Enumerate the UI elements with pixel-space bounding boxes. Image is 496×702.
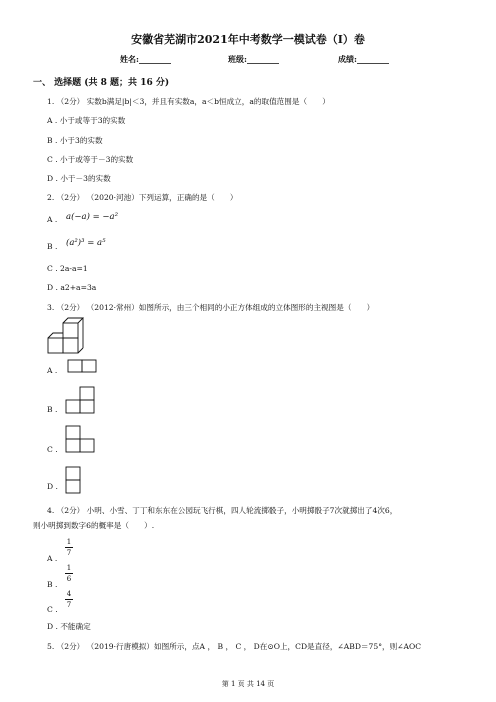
- question-4-stem-line1: 4. （2分） 小明、小雪、丁丁和东东在公园玩飞行棋，四人轮流掷骰子，小明掷骰子7次就掷出了4次6，: [47, 506, 398, 515]
- question-3-option-a: A .: [47, 366, 58, 375]
- question-4-stem-line2: 则小明掷到数字6的概率是（ ）.: [33, 521, 155, 530]
- question-4-option-d: D . 不能确定: [47, 622, 91, 631]
- score-field: 成绩:________: [338, 54, 389, 64]
- question-3-stem: 3. （2分） （2012·常州）如图所示，由三个相同的小正方体组成的立体图形的主视图是（ ）: [47, 303, 375, 312]
- question-4-option-b: B .: [47, 580, 58, 589]
- question-2-stem: 2. （2分） （2020·河池）下列运算，正确的是（ ）: [47, 193, 238, 202]
- question-2-option-c: C . 2a-a=1: [47, 264, 88, 273]
- question-1-option-c: C . 小于或等于－3的实数: [47, 155, 134, 164]
- page-footer: 第 1 页 共 14 页: [221, 680, 275, 688]
- solid-figure-diagram: [47, 316, 87, 356]
- question-2-option-d: D . a2+a=3a: [47, 283, 97, 292]
- question-2-math-b: (a²)³ = a⁵: [66, 238, 106, 248]
- option-b-view-diagram: [65, 386, 97, 414]
- question-1-stem: 1. （2分） 实数b满足|b|＜3，并且有实数a，a＜b恒成立，a的取值范围是（ ）: [47, 97, 330, 106]
- question-4-option-c: C .: [47, 605, 58, 614]
- question-3-option-d: D .: [47, 482, 58, 491]
- class-field: 班级:________: [228, 54, 279, 64]
- question-4-fraction-c: 4 7: [66, 590, 72, 609]
- page-title: 安徽省芜湖市2021年中考数学一模试卷（I）卷: [131, 33, 365, 46]
- question-2-option-b: B .: [47, 242, 58, 251]
- question-1-option-a: A . 小于或等于3的实数: [47, 116, 126, 125]
- question-1-option-d: D . 小于－3的实数: [47, 174, 111, 183]
- question-4-fraction-b: 1 6: [66, 564, 72, 583]
- section-heading: 一、 选择题 (共 8 题；共 16 分): [33, 78, 170, 88]
- option-a-view-diagram: [67, 359, 99, 373]
- question-4-option-a: A .: [47, 554, 58, 563]
- option-d-view-diagram: [65, 466, 83, 494]
- question-2-math-a: a(−a) = −a²: [66, 212, 119, 222]
- name-field: 姓名:________: [120, 54, 171, 64]
- question-3-option-b: B .: [47, 405, 58, 414]
- question-4-fraction-a: 1 7: [66, 538, 72, 557]
- option-c-view-diagram: [65, 425, 97, 453]
- question-5-stem: 5. （2分） （2019·行唐模拟）如图所示，点A ， B ， C ， D在⊙O上，CD是直径，∠ABD＝75°，则∠AOC: [47, 642, 422, 651]
- question-1-option-b: B . 小于3的实数: [47, 136, 103, 145]
- question-3-option-c: C .: [47, 445, 58, 454]
- question-2-option-a: A .: [47, 215, 58, 224]
